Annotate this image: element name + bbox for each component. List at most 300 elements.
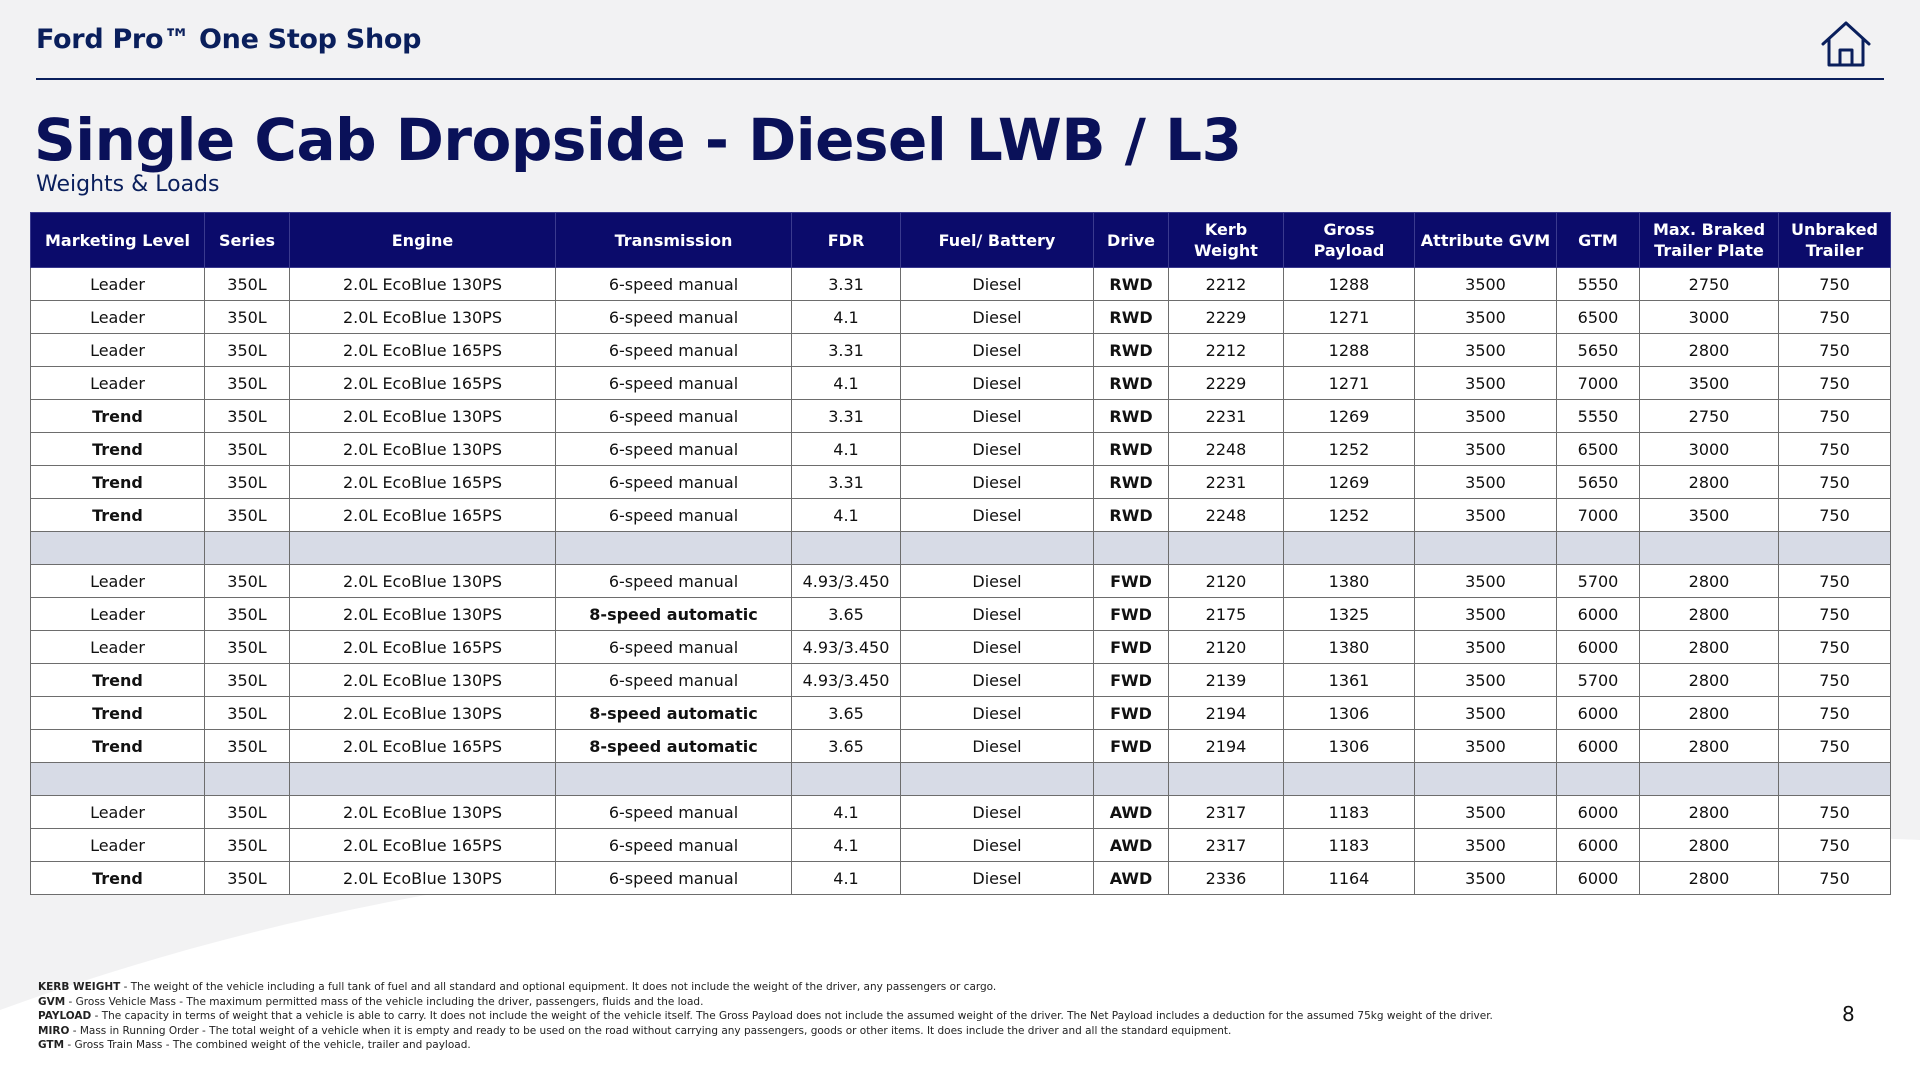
table-cell: RWD [1094,466,1169,499]
table-cell: 350L [205,829,290,862]
table-cell: 2.0L EcoBlue 165PS [290,730,556,763]
table-cell: Leader [31,796,205,829]
table-cell: 1380 [1284,565,1415,598]
table-cell: Diesel [901,268,1094,301]
table-cell: 2800 [1640,697,1779,730]
table-cell: 3500 [1415,796,1557,829]
table-cell: 2.0L EcoBlue 130PS [290,796,556,829]
table-cell: Leader [31,631,205,664]
table-spacer-row [31,763,1891,796]
table-cell [1284,763,1415,796]
table-cell: 350L [205,499,290,532]
table-cell: 3500 [1415,400,1557,433]
table-cell: 2800 [1640,730,1779,763]
table-cell: Leader [31,268,205,301]
table-cell: Diesel [901,433,1094,466]
table-cell: Diesel [901,598,1094,631]
table-cell: 750 [1779,631,1891,664]
table-cell: Diesel [901,466,1094,499]
table-cell: 750 [1779,664,1891,697]
table-cell: 2.0L EcoBlue 130PS [290,862,556,895]
column-header: Unbraked Trailer [1779,213,1891,268]
table-cell: 1269 [1284,466,1415,499]
table-cell [1779,763,1891,796]
table-cell: 2.0L EcoBlue 165PS [290,829,556,862]
column-header: FDR [792,213,901,268]
table-cell: 2317 [1169,829,1284,862]
table-cell: RWD [1094,433,1169,466]
table-cell: 6-speed manual [556,367,792,400]
table-cell: 1252 [1284,433,1415,466]
table-cell: 3500 [1415,730,1557,763]
table-cell: 1164 [1284,862,1415,895]
table-cell: 2212 [1169,334,1284,367]
footnote-text: - The capacity in terms of weight that a vehicle is able to carry. It does not include the weight of the vehicle itself. The Gross Payload does not include the assumed weight of the driver. The Net Payload includes a deduction for the assumed 75kg weight of the driver. [91,1010,1493,1022]
table-cell: 5550 [1557,400,1640,433]
table-cell: 350L [205,565,290,598]
table-cell: 750 [1779,565,1891,598]
table-cell: 750 [1779,466,1891,499]
table-cell: 3.31 [792,268,901,301]
table-cell: 3500 [1415,433,1557,466]
footnote-term: GVM [38,995,66,1008]
table-cell: 2.0L EcoBlue 130PS [290,565,556,598]
table-cell [792,532,901,565]
table-cell [1169,532,1284,565]
table-cell: Leader [31,829,205,862]
table-cell [901,763,1094,796]
table-cell: 4.1 [792,301,901,334]
table-cell: 2800 [1640,334,1779,367]
table-cell: 4.1 [792,367,901,400]
table-cell [1415,532,1557,565]
table-cell: Trend [31,400,205,433]
table-cell: 750 [1779,367,1891,400]
table-cell: Trend [31,862,205,895]
column-header: Drive [1094,213,1169,268]
table-cell: Trend [31,730,205,763]
table-cell: 8-speed automatic [556,730,792,763]
table-cell: 6-speed manual [556,268,792,301]
table-cell: 2248 [1169,499,1284,532]
table-cell: Diesel [901,631,1094,664]
table-cell: Leader [31,598,205,631]
table-cell: Diesel [901,829,1094,862]
table-cell: Diesel [901,499,1094,532]
table-cell: 750 [1779,301,1891,334]
table-cell [1415,763,1557,796]
table-cell: 2.0L EcoBlue 130PS [290,268,556,301]
table-row [31,862,1891,895]
table-cell: 3500 [1415,664,1557,697]
footnote [38,995,1638,1010]
table-cell: 2231 [1169,466,1284,499]
table-cell: FWD [1094,730,1169,763]
column-header: Engine [290,213,556,268]
table-cell: 3.31 [792,400,901,433]
column-header: GTM [1557,213,1640,268]
table-row [31,400,1891,433]
table-cell: 6-speed manual [556,664,792,697]
table-cell [1557,532,1640,565]
table-cell: 6-speed manual [556,499,792,532]
table-row [31,631,1891,664]
table-cell: 4.1 [792,829,901,862]
footnote [38,1038,1638,1053]
table-cell: 2.0L EcoBlue 130PS [290,598,556,631]
table-cell [205,532,290,565]
table-cell: 1271 [1284,301,1415,334]
footnotes [38,980,1638,1053]
table-cell: Diesel [901,400,1094,433]
table-cell: 6-speed manual [556,301,792,334]
table-cell: 2800 [1640,829,1779,862]
table-cell: 2800 [1640,664,1779,697]
column-header: Fuel/ Battery [901,213,1094,268]
table-cell: 2.0L EcoBlue 165PS [290,499,556,532]
table-cell: 1288 [1284,268,1415,301]
table-cell: 4.1 [792,499,901,532]
table-cell: 6-speed manual [556,466,792,499]
table-cell: 350L [205,697,290,730]
table-cell: 3.65 [792,598,901,631]
table-cell: 350L [205,334,290,367]
table-cell: 6-speed manual [556,829,792,862]
table-cell: Diesel [901,862,1094,895]
column-header: Series [205,213,290,268]
table-cell: RWD [1094,499,1169,532]
home-icon[interactable] [1818,18,1874,70]
table-cell: 6000 [1557,697,1640,730]
table-cell: 3.31 [792,466,901,499]
table-cell [1094,763,1169,796]
table-row [31,598,1891,631]
table-cell: 4.93/3.450 [792,565,901,598]
table-cell: 6-speed manual [556,631,792,664]
table-row [31,697,1891,730]
table-cell: 2.0L EcoBlue 165PS [290,631,556,664]
table-header [31,213,1891,268]
table-cell: FWD [1094,631,1169,664]
table-cell: 750 [1779,400,1891,433]
footnote-term: GTM [38,1039,65,1051]
table-row [31,268,1891,301]
table-cell: 350L [205,631,290,664]
table-cell: 2231 [1169,400,1284,433]
table-cell: 3500 [1415,367,1557,400]
brand-title: Ford Pro™ One Stop Shop [36,24,422,55]
column-header: Marketing Level [31,213,205,268]
table-cell: 2.0L EcoBlue 130PS [290,433,556,466]
table-cell: 1269 [1284,400,1415,433]
table-cell: 6-speed manual [556,433,792,466]
table-cell: 5550 [1557,268,1640,301]
table-cell: 750 [1779,829,1891,862]
page-number: 8 [1842,1002,1855,1026]
footnote-term: KERB WEIGHT [38,981,121,993]
table-cell: 350L [205,400,290,433]
footnote-text: - Gross Vehicle Mass - The maximum permitted mass of the vehicle including the driver, passengers, fluids and the load. [65,995,704,1008]
table-cell: 1271 [1284,367,1415,400]
table-cell: Leader [31,301,205,334]
table-row [31,466,1891,499]
table-cell: Diesel [901,301,1094,334]
page-title: Single Cab Dropside - Diesel LWB / L3 [34,106,1242,174]
table-cell: 8-speed automatic [556,697,792,730]
table-cell: 6-speed manual [556,862,792,895]
table-cell: 8-speed automatic [556,598,792,631]
table-cell: 3000 [1640,301,1779,334]
table-cell: Trend [31,664,205,697]
table-cell: 350L [205,796,290,829]
column-header: Attribute GVM [1415,213,1557,268]
table-cell: 750 [1779,433,1891,466]
table-cell: 750 [1779,796,1891,829]
table-cell: Diesel [901,367,1094,400]
column-header: Kerb Weight [1169,213,1284,268]
table-cell: 350L [205,301,290,334]
table-cell: 4.1 [792,433,901,466]
table-cell: 750 [1779,697,1891,730]
table-cell: 2800 [1640,565,1779,598]
table-cell: 2.0L EcoBlue 165PS [290,334,556,367]
table-cell [1094,532,1169,565]
table-cell: Diesel [901,565,1094,598]
footnote [38,1009,1638,1024]
table-cell: 7000 [1557,367,1640,400]
table-row [31,301,1891,334]
table-cell: 2.0L EcoBlue 130PS [290,664,556,697]
table-row [31,433,1891,466]
table-cell: 6000 [1557,598,1640,631]
column-header: Gross Payload [1284,213,1415,268]
table-cell: FWD [1094,565,1169,598]
table-cell: 7000 [1557,499,1640,532]
table-cell: 3000 [1640,433,1779,466]
table-cell: RWD [1094,400,1169,433]
table-cell: 1252 [1284,499,1415,532]
table-cell: 2248 [1169,433,1284,466]
table-cell: Diesel [901,697,1094,730]
table-cell: FWD [1094,598,1169,631]
table-cell: 6000 [1557,631,1640,664]
table-cell: 3500 [1415,466,1557,499]
table-cell: 3500 [1415,499,1557,532]
table-cell: 350L [205,433,290,466]
footnote [38,1024,1638,1039]
table-cell: 6000 [1557,796,1640,829]
table-row [31,334,1891,367]
column-header: Transmission [556,213,792,268]
table-cell: 2194 [1169,730,1284,763]
table-cell: 2194 [1169,697,1284,730]
table-cell: 6-speed manual [556,565,792,598]
table-cell: 4.93/3.450 [792,631,901,664]
table-cell: 6500 [1557,301,1640,334]
table-cell: 1361 [1284,664,1415,697]
table-cell: 350L [205,268,290,301]
table-cell: 5650 [1557,466,1640,499]
table-cell: 350L [205,598,290,631]
weights-loads-table [30,212,1891,895]
table-cell: 2.0L EcoBlue 130PS [290,400,556,433]
table-cell: Leader [31,565,205,598]
table-cell: 3.65 [792,697,901,730]
table-cell: 3.65 [792,730,901,763]
table-cell: Leader [31,334,205,367]
table-cell [792,763,901,796]
table-cell: 3500 [1415,334,1557,367]
table-cell: 2229 [1169,367,1284,400]
table-cell: 3500 [1415,631,1557,664]
table-cell [1284,532,1415,565]
footnote-text: - Gross Train Mass - The combined weight of the vehicle, trailer and payload. [64,1039,471,1051]
table-cell: Diesel [901,334,1094,367]
table-cell: 750 [1779,499,1891,532]
table-cell: Trend [31,499,205,532]
table-cell: Trend [31,466,205,499]
table-cell: 1380 [1284,631,1415,664]
table-cell: 4.1 [792,796,901,829]
column-header: Max. Braked Trailer Plate [1640,213,1779,268]
table-cell: 2750 [1640,400,1779,433]
table-cell: 2.0L EcoBlue 165PS [290,367,556,400]
table-cell: AWD [1094,829,1169,862]
table-cell: Diesel [901,796,1094,829]
table-row [31,565,1891,598]
table-cell: 2750 [1640,268,1779,301]
footnote-text: - The weight of the vehicle including a full tank of fuel and all standard and optional equipment. It does not include the weight of the driver, any passengers or cargo. [120,981,997,993]
table-cell: 3500 [1415,598,1557,631]
table-cell [1779,532,1891,565]
table-cell [556,532,792,565]
table-cell: 2.0L EcoBlue 165PS [290,466,556,499]
table-cell: 2.0L EcoBlue 130PS [290,697,556,730]
table-cell: 2800 [1640,862,1779,895]
table-cell: Trend [31,433,205,466]
table-cell: 3500 [1415,862,1557,895]
table-cell: RWD [1094,367,1169,400]
table-cell: 1288 [1284,334,1415,367]
table-body [31,268,1891,895]
header-row [31,213,1891,268]
table-cell: 6000 [1557,829,1640,862]
table-row [31,796,1891,829]
table-cell: 5650 [1557,334,1640,367]
footnote-term: MIRO [38,1024,70,1037]
table-cell: 2800 [1640,631,1779,664]
table-cell: 5700 [1557,664,1640,697]
table-cell: Trend [31,697,205,730]
table-spacer-row [31,532,1891,565]
table-cell: 2800 [1640,598,1779,631]
table-cell: 1183 [1284,829,1415,862]
table-cell: 2800 [1640,796,1779,829]
footnote-term: PAYLOAD [38,1010,92,1022]
table-row [31,664,1891,697]
table-cell: 1306 [1284,697,1415,730]
table-cell: 2229 [1169,301,1284,334]
table-cell: 2317 [1169,796,1284,829]
table-cell [290,532,556,565]
table-cell: 350L [205,730,290,763]
table-cell: 3500 [1415,268,1557,301]
table-cell [901,532,1094,565]
table-cell: 2800 [1640,466,1779,499]
table-cell: 5700 [1557,565,1640,598]
table-cell: 350L [205,466,290,499]
table-cell: RWD [1094,268,1169,301]
table-cell: Diesel [901,664,1094,697]
table-cell: RWD [1094,334,1169,367]
header-divider [36,78,1884,80]
table-cell [556,763,792,796]
footnote [38,980,1638,995]
table-row [31,829,1891,862]
table-cell: 4.1 [792,862,901,895]
table-cell: 6-speed manual [556,334,792,367]
table-cell: 3.31 [792,334,901,367]
table-row [31,730,1891,763]
table-cell: 750 [1779,598,1891,631]
table-cell: 1183 [1284,796,1415,829]
table-cell: 750 [1779,862,1891,895]
table-cell: 1306 [1284,730,1415,763]
table-cell [31,763,205,796]
table-cell: 6000 [1557,862,1640,895]
table-cell [31,532,205,565]
table-cell [1640,532,1779,565]
table-cell: 3500 [1415,565,1557,598]
table-cell: RWD [1094,301,1169,334]
table-cell: 350L [205,367,290,400]
table-cell: 6-speed manual [556,796,792,829]
weights-table-container [30,212,1890,895]
table-cell: 3500 [1415,301,1557,334]
table-cell: 750 [1779,334,1891,367]
table-cell: 6500 [1557,433,1640,466]
table-cell: FWD [1094,697,1169,730]
page-subtitle: Weights & Loads [36,172,220,197]
table-cell: 6-speed manual [556,400,792,433]
table-row [31,499,1891,532]
table-cell: 750 [1779,730,1891,763]
table-cell: 2336 [1169,862,1284,895]
table-cell: 4.93/3.450 [792,664,901,697]
table-cell: 2212 [1169,268,1284,301]
table-cell: FWD [1094,664,1169,697]
table-cell: 3500 [1640,367,1779,400]
table-cell: 2120 [1169,565,1284,598]
table-row [31,367,1891,400]
table-cell: Leader [31,367,205,400]
table-cell: 2175 [1169,598,1284,631]
table-cell: 2.0L EcoBlue 130PS [290,301,556,334]
table-cell [205,763,290,796]
table-cell: Diesel [901,730,1094,763]
table-cell [1640,763,1779,796]
table-cell [290,763,556,796]
footnote-text: - Mass in Running Order - The total weight of a vehicle when it is empty and ready to be used on the road without carrying any passengers, goods or other items. It does include the driver and all the standard equipment. [69,1024,1232,1037]
table-cell: 1325 [1284,598,1415,631]
table-cell: 2120 [1169,631,1284,664]
table-cell: 3500 [1415,697,1557,730]
table-cell [1169,763,1284,796]
table-cell: AWD [1094,862,1169,895]
table-cell: 6000 [1557,730,1640,763]
table-cell: 3500 [1640,499,1779,532]
table-cell [1557,763,1640,796]
